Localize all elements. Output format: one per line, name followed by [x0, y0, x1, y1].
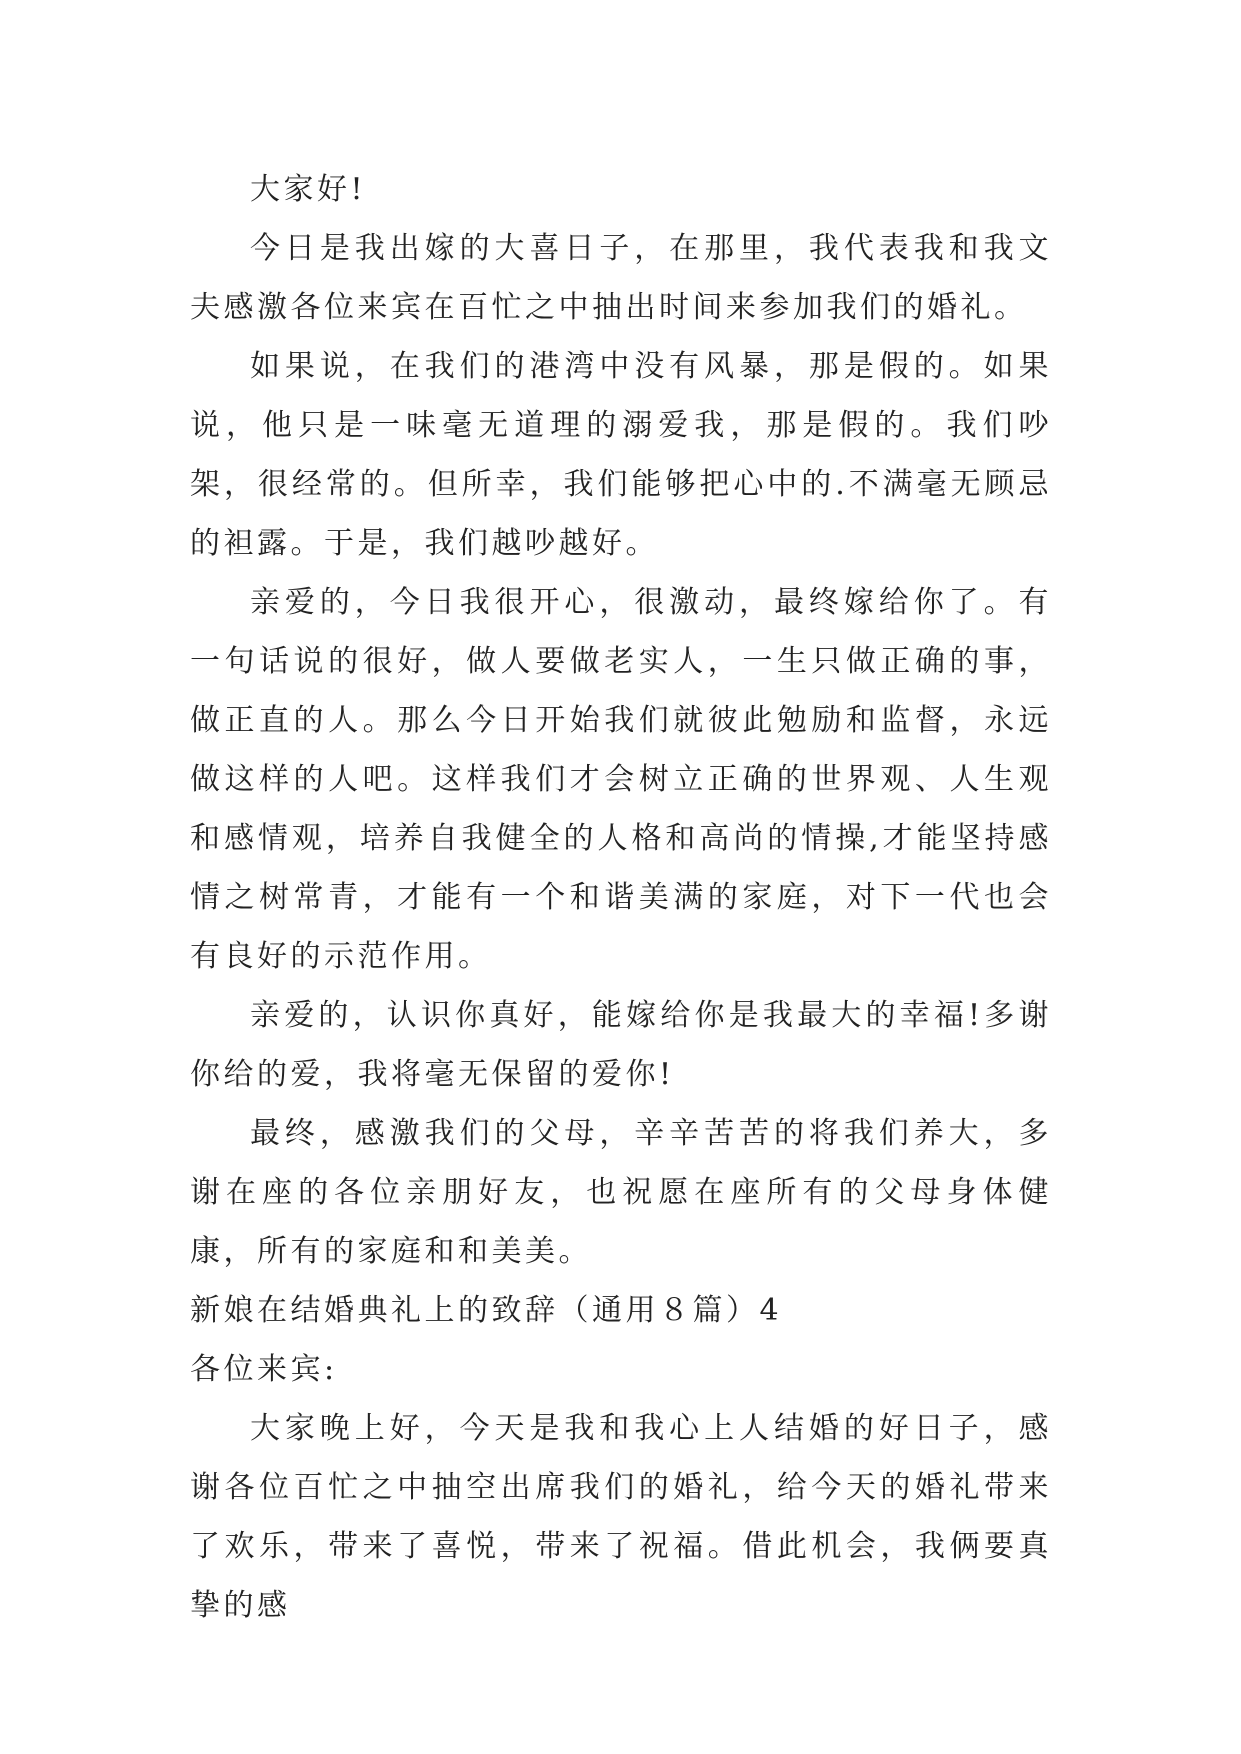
greeting-paragraph: 大家好! [250, 172, 367, 207]
section-heading: 新娘在结婚典礼上的致辞（通用８篇）4 [190, 1293, 783, 1328]
document-body [190, 160, 1052, 1635]
body-paragraph: 最终，感激我们的父母，辛辛苦苦的将我们养大，多谢在座的各位亲朋好友，也祝愿在座所有的父母身体健康，所有的家庭和和美美。 [190, 1116, 1052, 1269]
body-paragraph: 亲爱的，认识你真好，能嫁给你是我最大的幸福!多谢你给的爱，我将毫无保留的爱你! [190, 998, 1052, 1092]
body-paragraph: 大家晚上好，今天是我和我心上人结婚的好日子，感谢各位百忙之中抽空出席我们的婚礼，给今天的婚礼带来了欢乐，带来了喜悦，带来了祝福。借此机会，我俩要真挚的感 [190, 1411, 1052, 1623]
body-paragraph: 今日是我出嫁的大喜日子，在那里，我代表我和我文夫感激各位来宾在百忙之中抽出时间来参加我们的婚礼。 [190, 231, 1052, 325]
salutation: 各位来宾: [190, 1352, 338, 1387]
body-paragraph: 如果说，在我们的港湾中没有风暴，那是假的。如果说，他只是一味毫无道理的溺爱我，那是假的。我们吵架，很经常的。但所幸，我们能够把心中的.不满毫无顾忌的袒露。于是，我们越吵越好。 [190, 349, 1052, 561]
body-paragraph: 亲爱的，今日我很开心，很激动，最终嫁给你了。有一句话说的很好，做人要做老实人，一生只做正确的事，做正直的人。那么今日开始我们就彼此勉励和监督，永远做这样的人吧。这样我们才会树立正确的世界观、人生观和感情观，培养自我健全的人格和高尚的情操,才能坚持感情之树常青，才能有一个和谐美满的家庭，对下一代也会有良好的示范作用。 [190, 585, 1052, 974]
